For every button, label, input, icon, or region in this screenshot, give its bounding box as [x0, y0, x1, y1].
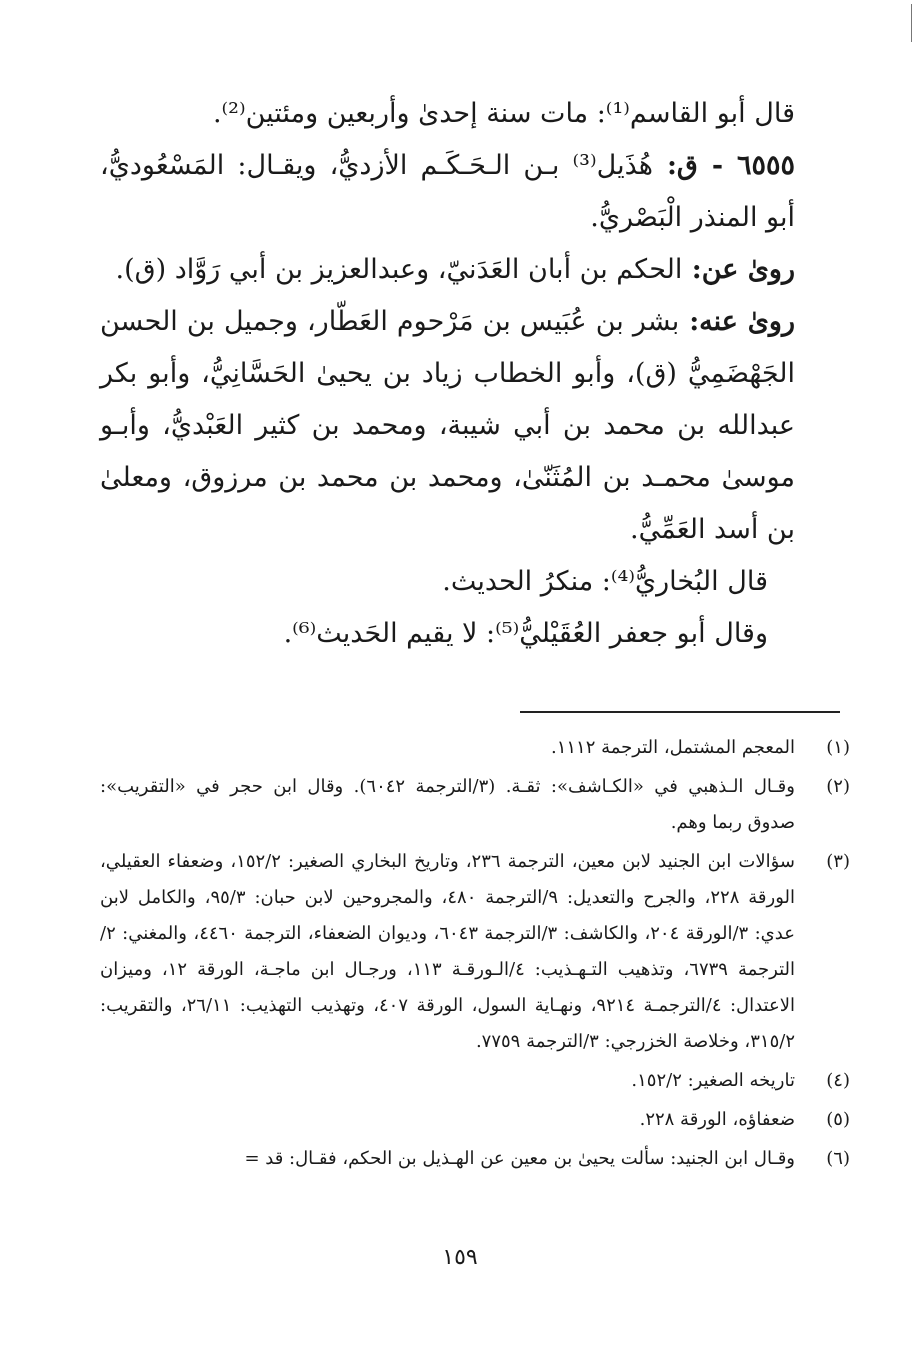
footnote	[100, 1141, 850, 1177]
paragraph-entry-heading	[100, 140, 840, 244]
paragraph-uqayli: وقال أبو جعفر العُقَيْليُّ⁽⁵⁾: لا يقيم الحَديث⁽⁶⁾.	[283, 618, 768, 649]
narrated-by-text: بشر بن عُبَيس بن مَرْحوم العَطّار، وجميل بن الحسن الجَهْضَمِيُّ (ق)، وأبو الخطاب زياد بن يحيىٰ الحَسَّانِيُّ، وأبو بكر عبدالله بن محمد بن أبي شيبة، ومحمد بن كثير العَبْديُّ، وأبـو موسىٰ محمـد بن المُثَنّىٰ، ومحمد بن محمد بن مرزوق، ومعلىٰ بن أسد العَمِّيُّ.	[100, 306, 795, 545]
paragraph-bukhari: قال البُخاريُّ⁽⁴⁾: منكرُ الحديث.	[442, 566, 768, 597]
footnote	[100, 1102, 850, 1138]
footnote-number: (٤)	[826, 1070, 850, 1091]
paragraph-death-note: قال أبو القاسم⁽¹⁾: مات سنة إحدىٰ وأربعين ومئتين⁽²⁾.	[212, 98, 795, 129]
narrated-from-label: روىٰ عن:	[682, 254, 795, 285]
footnote-number: (٢)	[826, 776, 850, 797]
footnote-separator	[520, 711, 840, 713]
footnote-text: تاريخه الصغير: ١٥٢/٢.	[631, 1070, 795, 1091]
paragraph-narrated-from	[100, 244, 840, 296]
footnote-text: ضعفاؤه، الورقة ٢٢٨.	[639, 1109, 795, 1130]
paragraph-narrated-by	[100, 296, 840, 556]
footnotes	[100, 730, 850, 1180]
footnote-number: (٣)	[826, 851, 850, 872]
footnote-text: سؤالات ابن الجنيد لابن معين، الترجمة ٢٣٦، وتاريخ البخاري الصغير: ١٥٢/٢، وضعفاء العقيلي، الورقة ٢٢٨، والجرح والتعديل: ٩/الترجمة ٤٨٠، والمجروحين لابن حبان: ٩٥/٣، والكامل لابن عدي: ٣/الورقة ٢٠٤، والكاشف: ٣/الترجمة ٦٠٤٣، وديوان الضعفاء، الترجمة ٤٤٦٠، والمغني: ٢/الترجمة ٦٧٣٩، وتذهيب التـهـذيب: ٤/الـورقـة ١١٣، ورجـال ابن ماجـة، الورقة ١٢، وميزان الاعتدال: ٤/الترجمـة ٩٢١٤، ونهـاية السول، الورقة ٤٠٧، وتهذيب التهذيب: ٢٦/١١، والتقريب: ٣١٥/٢، وخلاصة الخزرجي: ٣/الترجمة ٧٧٥٩.	[100, 851, 796, 1052]
footnote-number: (٥)	[826, 1109, 850, 1130]
footnote	[100, 769, 850, 841]
footnote-text: وقـال الـذهبي في «الكـاشف»: ثقـة. (٣/الترجمة ٦٠٤٢). وقال ابن حجر في «التقريب»: صدوق ربما وهم.	[100, 776, 795, 833]
corner-mark	[911, 4, 912, 42]
footnote	[100, 844, 850, 1060]
main-text	[100, 88, 840, 660]
footnote-number: (١)	[826, 737, 850, 758]
narrated-from-text: الحكم بن أبان العَدَنيّ، وعبدالعزيز بن أبي رَوَّاد (ق).	[115, 254, 683, 285]
entry-name: هُذَيل⁽³⁾ بـن الـحَـكَـم الأزديُّ، ويقـال: المَسْعُوديُّ، أبو المنذر الْبَصْريُّ.	[100, 150, 795, 233]
narrated-by-label: روىٰ عنه:	[679, 306, 795, 337]
footnote-number: (٦)	[826, 1148, 850, 1169]
entry-number: ٦٥٥٥ - ق:	[653, 150, 795, 181]
footnote-text: المعجم المشتمل، الترجمة ١١١٢.	[550, 737, 795, 758]
footnote-text: وقـال ابن الجنيد: سألت يحيىٰ بن معين عن الهـذيل بن الحكم، فقـال: قد =	[244, 1148, 795, 1169]
footnote	[100, 1063, 850, 1099]
footnote	[100, 730, 850, 766]
page-number: ١٥٩	[442, 1245, 478, 1270]
